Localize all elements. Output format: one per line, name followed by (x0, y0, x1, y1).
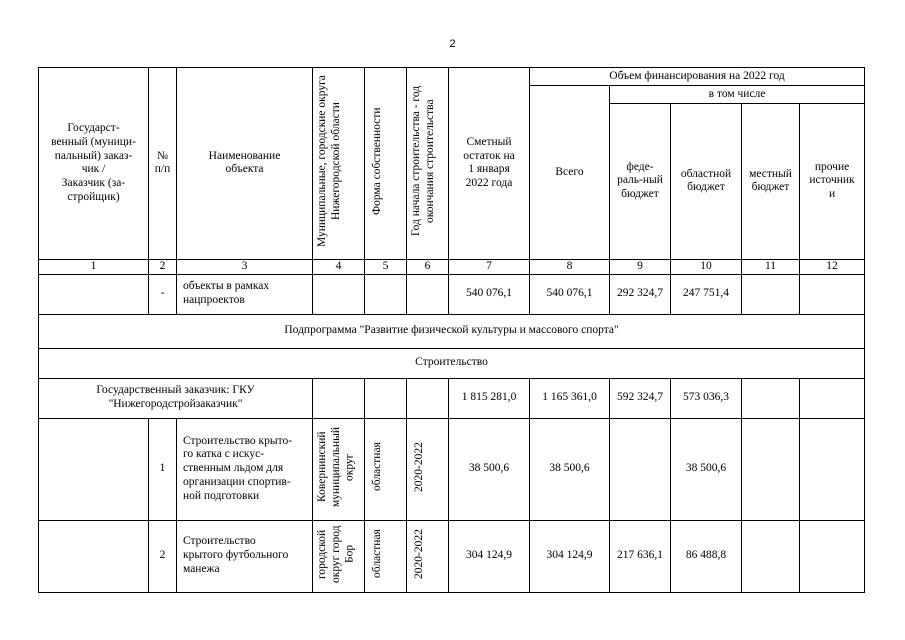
total-value: 304 124,9 (530, 520, 610, 592)
header-local: местный бюджет (742, 103, 800, 259)
col-num: 7 (449, 259, 530, 274)
regional-value: 573 036,3 (671, 378, 742, 418)
object-name: объекты в рамках нацпроектов (177, 274, 313, 314)
header-municipality: Муниципальные, городские округа Нижегородской области (313, 68, 365, 260)
financing-table (38, 67, 865, 593)
years: 2020-2022 (407, 520, 449, 592)
table-row (39, 418, 865, 520)
total-value: 38 500,6 (530, 418, 610, 520)
header-customer: Государст- венный (муници- пальный) заказ- чик / Заказчик (за- стройщик) (39, 68, 149, 260)
row-number: 1 (149, 418, 177, 520)
row-number: 2 (149, 520, 177, 592)
customer-name: Государственный заказчик: ГКУ "Нижегородстройзаказчик" (39, 378, 313, 418)
header-ownership: Форма собственности (365, 68, 407, 260)
ownership: областная (365, 418, 407, 520)
col-num: 5 (365, 259, 407, 274)
header-funding-group: Объем финансирования на 2022 год (530, 68, 865, 86)
federal-value (610, 418, 671, 520)
estimate-value: 38 500,6 (449, 418, 530, 520)
col-num: 1 (39, 259, 149, 274)
federal-value: 592 324,7 (610, 378, 671, 418)
section-title: Строительство (39, 348, 865, 378)
municipality: Ковернинский муниципальный округ (313, 418, 365, 520)
col-num: 6 (407, 259, 449, 274)
ownership: областная (365, 520, 407, 592)
col-num: 11 (742, 259, 800, 274)
years: 2020-2022 (407, 418, 449, 520)
header-including: в том числе (610, 86, 865, 104)
total-value: 1 165 361,0 (530, 378, 610, 418)
object-name: Строительство крытого футбольного манежа (177, 520, 313, 592)
total-value: 540 076,1 (530, 274, 610, 314)
federal-value: 292 324,7 (610, 274, 671, 314)
estimate-value: 304 124,9 (449, 520, 530, 592)
estimate-value: 540 076,1 (449, 274, 530, 314)
federal-value: 217 636,1 (610, 520, 671, 592)
row-number: - (149, 274, 177, 314)
regional-value: 247 751,4 (671, 274, 742, 314)
col-num: 8 (530, 259, 610, 274)
page-number: 2 (449, 38, 456, 50)
customer-row (39, 378, 865, 418)
table-row (39, 274, 865, 314)
subprogram-title: Подпрограмма "Развитие физической культуры и массового спорта" (39, 314, 865, 348)
header-federal: феде- раль-ный бюджет (610, 103, 671, 259)
header-other: прочие источник и (800, 103, 865, 259)
header-years: Год начала строительства - год окончания строительства (407, 68, 449, 260)
col-num: 12 (800, 259, 865, 274)
header-regional: областной бюджет (671, 103, 742, 259)
col-num: 2 (149, 259, 177, 274)
header-total: Всего (530, 86, 610, 260)
col-num: 3 (177, 259, 313, 274)
regional-value: 86 488,8 (671, 520, 742, 592)
column-numbers-row (39, 259, 865, 274)
regional-value: 38 500,6 (671, 418, 742, 520)
header-object-name: Наименование объекта (177, 68, 313, 260)
table-row (39, 520, 865, 592)
header-estimate: Сметный остаток на 1 января 2022 года (449, 68, 530, 260)
object-name: Строительство крыто- го катка с искус- ственным льдом для организации спортив- ной подготовки (177, 418, 313, 520)
header-number: № п/п (149, 68, 177, 260)
col-num: 4 (313, 259, 365, 274)
municipality: городской округ город Бор (313, 520, 365, 592)
estimate-value: 1 815 281,0 (449, 378, 530, 418)
col-num: 9 (610, 259, 671, 274)
col-num: 10 (671, 259, 742, 274)
